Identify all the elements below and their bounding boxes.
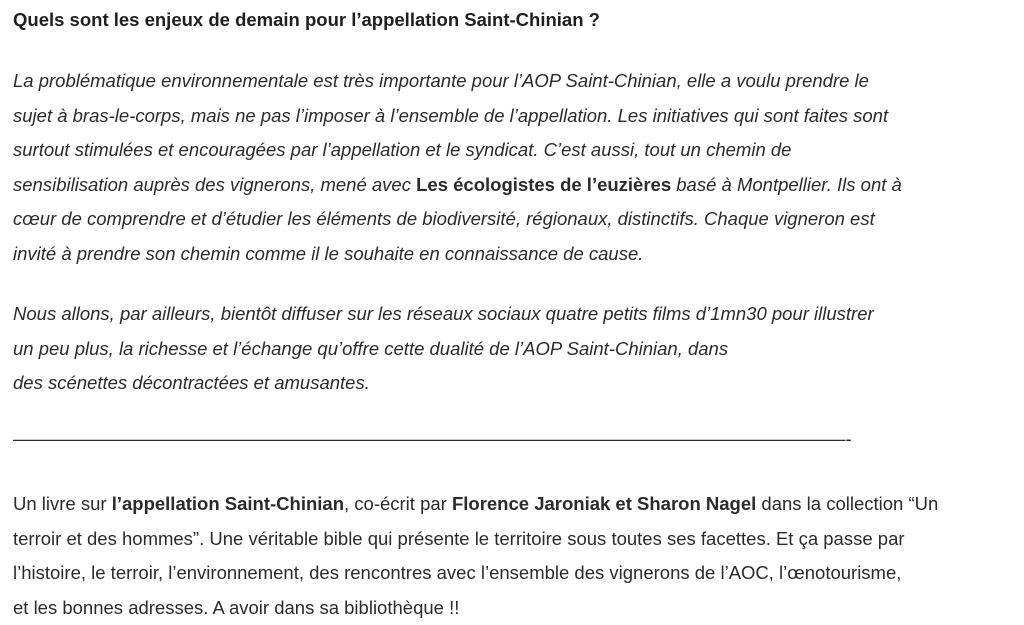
interview-answer-paragraph-1 (13, 64, 1013, 271)
text-line: des scénettes décontractées et amusantes. (13, 366, 1013, 401)
interview-answer-paragraph-2 (13, 297, 1013, 401)
authors-link[interactable]: Florence Jaroniak et Sharon Nagel (452, 493, 756, 514)
text-line: terroir et des hommes”. Une véritable bible qui présente le territoire sous toutes ses facettes. Et ça passe par (13, 522, 1013, 557)
text-segment: basé à Montpellier. Ils ont à (671, 174, 902, 195)
text-line: sujet à bras-le-corps, mais ne pas l’imposer à l’ensemble de l’appellation. Les initiatives qui sont faites sont (13, 99, 1013, 134)
text-line: invité à prendre son chemin comme il le souhaite en connaissance de cause. (13, 237, 1013, 272)
dash-separator: —————————————————————————————————————————————- (13, 424, 852, 454)
text-line: La problématique environnementale est très importante pour l’AOP Saint-Chinian, elle a voulu prendre le (13, 64, 1013, 99)
section-heading: Quels sont les enjeux de demain pour l’appellation Saint-Chinian ? (13, 7, 600, 33)
text-segment: , co-écrit par (344, 493, 452, 514)
text-line: Nous allons, par ailleurs, bientôt diffuser sur les réseaux sociaux quatre petits films d’1mn30 pour illustrer (13, 297, 1013, 332)
text-segment: sensibilisation auprès des vignerons, mené avec (13, 174, 416, 195)
text-line: l’histoire, le terroir, l’environnement, des rencontres avec l’ensemble des vignerons de l’AOC, l’œnotourisme, (13, 556, 1013, 591)
text-line: surtout stimulées et encouragées par l’appellation et le syndicat. C’est aussi, tout un chemin de (13, 133, 1013, 168)
text-line: et les bonnes adresses. A avoir dans sa bibliothèque !! (13, 591, 1013, 625)
text-line: un peu plus, la richesse et l’échange qu’offre cette dualité de l’AOP Saint-Chinian, dans (13, 332, 1013, 367)
ecologistes-link[interactable]: Les écologistes de l’euzières (416, 174, 671, 195)
text-segment: dans la collection “Un (756, 493, 938, 514)
text-segment: Un livre sur (13, 493, 112, 514)
text-line: cœur de comprendre et d’étudier les éléments de biodiversité, régionaux, distinctifs. Chaque vigneron est (13, 202, 1013, 237)
appellation-link[interactable]: l’appellation Saint-Chinian (112, 493, 344, 514)
text-line (13, 168, 1013, 203)
book-paragraph (13, 487, 1013, 625)
text-line (13, 487, 1013, 522)
